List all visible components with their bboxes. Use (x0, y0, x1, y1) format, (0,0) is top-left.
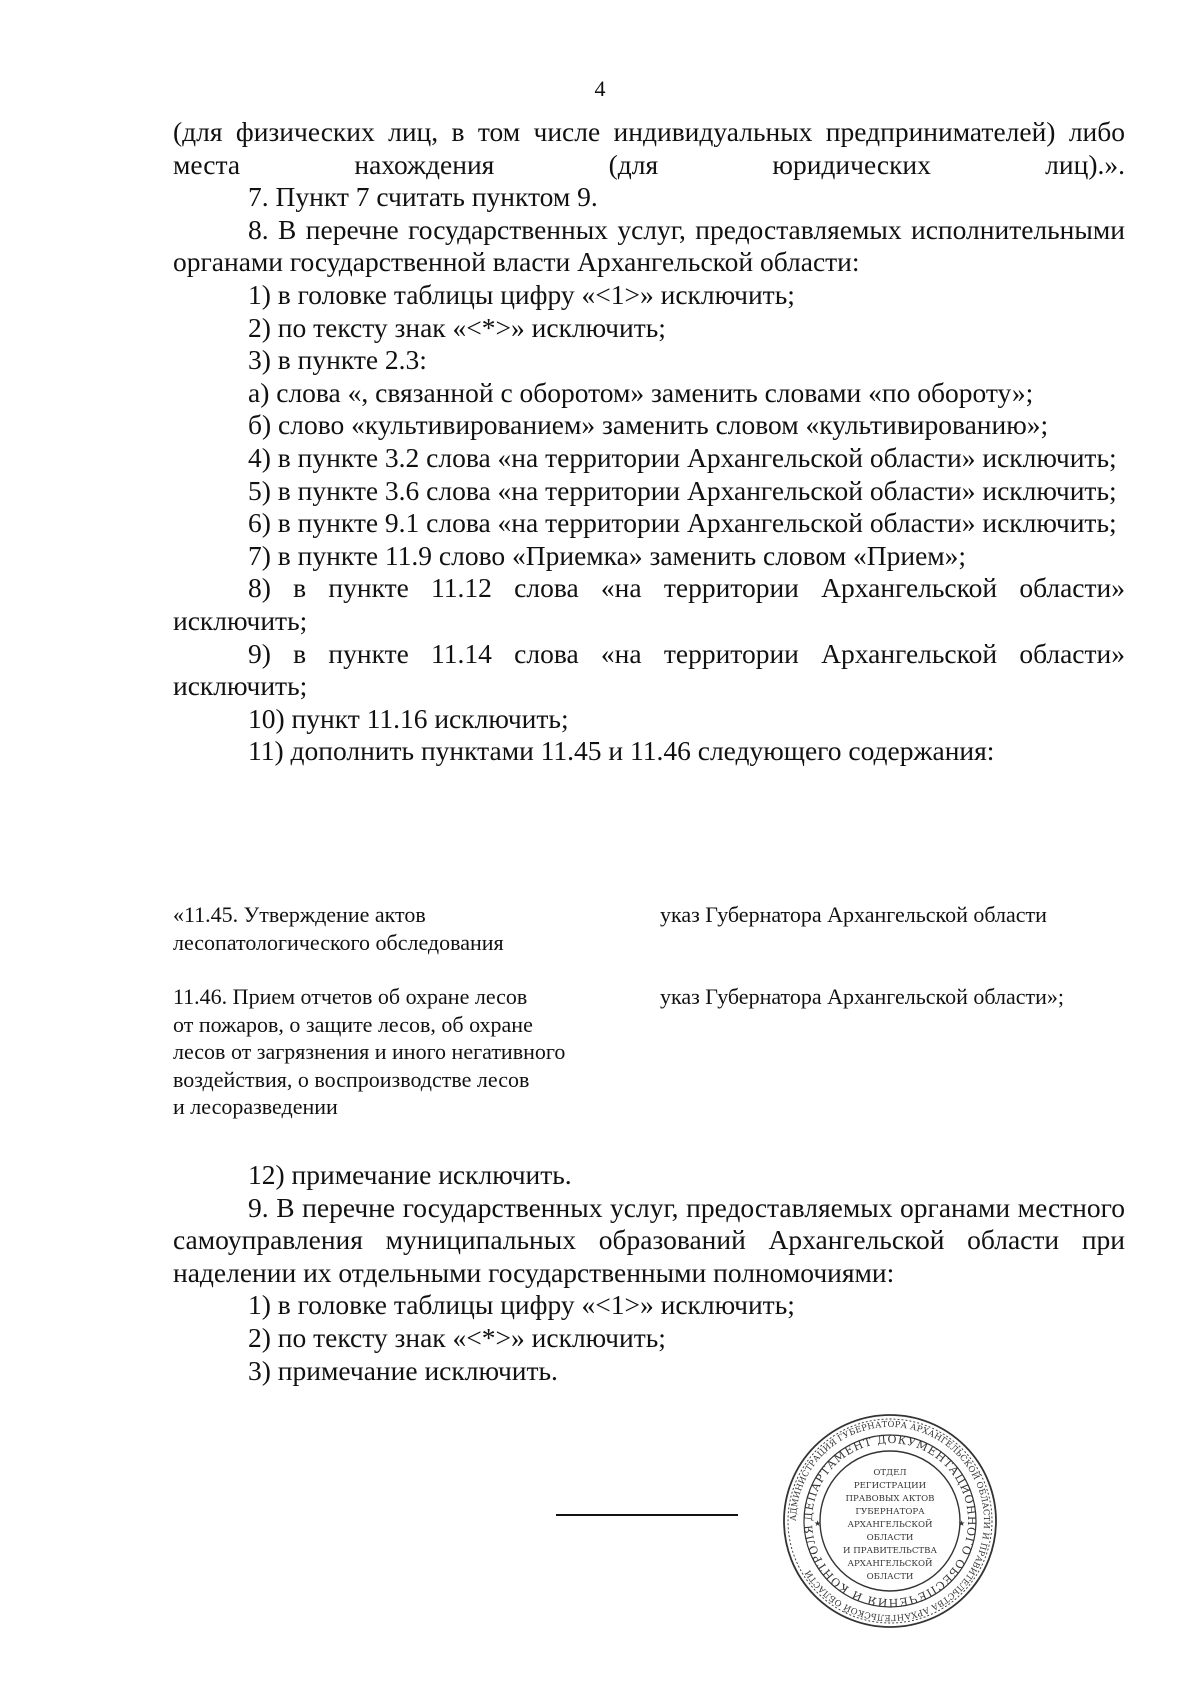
paragraph: 1) в головке таблицы цифру «<1>» исключить; (248, 278, 795, 310)
cell-line: 11.46. Прием отчетов об охране лесов (173, 984, 528, 1009)
cell-line: лесопатологического обследования (173, 929, 504, 955)
paragraph: 1) в головке таблицы цифру «<1>» исключить; (248, 1289, 795, 1321)
paragraph: 4) в пункте 3.2 слова «на территории Архангельской области» исключить; (248, 441, 1117, 473)
basis-cell: указ Губернатора Архангельской области»; (660, 984, 1065, 1009)
paragraph: 5) в пункте 3.6 слова «на территории Архангельской области» исключить; (248, 474, 1117, 506)
service-name-cell (173, 983, 633, 1121)
seal-icon (782, 1413, 998, 1629)
cell-line: «11.45. Утверждение актов (173, 902, 426, 927)
cell-line: от пожаров, о защите лесов, об охране (173, 1011, 533, 1037)
seal-star-icon: ★ (814, 1519, 822, 1528)
paragraph: 7) в пункте 11.9 слово «Приемка» заменить словом «Прием»; (248, 539, 967, 571)
seal-center-line: ГУБЕРНАТОРА (855, 1507, 925, 1517)
seal-inner-ring-text: ДЕПАРТАМЕНТ ДОКУМЕНТАЦИОННОГО ОБЕСПЕЧЕНИЯ И КОНТРОЛЯ (801, 1432, 979, 1610)
paragraph: 12) примечание исключить. (248, 1159, 572, 1190)
seal-outer-ring-text: АДМИНИСТРАЦИЯ ГУБЕРНАТОРА АРХАНГЕЛЬСКОЙ ОБЛАСТИ И ПРАВИТЕЛЬСТВА АРХАНГЕЛЬСКОЙ ОБЛАСТИ (787, 1418, 993, 1624)
seal-center-line: АРХАНГЕЛЬСКОЙ (847, 1559, 933, 1569)
end-of-text-rule (556, 1514, 738, 1516)
seal-center-line: РЕГИСТРАЦИИ (853, 1481, 927, 1491)
seal-center-line: ПРАВОВЫХ АКТОВ (845, 1494, 935, 1504)
seal-center-line: АРХАНГЕЛЬСКОЙ (847, 1520, 933, 1530)
seal-center-line: ОТДЕЛ (873, 1468, 907, 1478)
paragraph: 3) примечание исключить. (248, 1354, 558, 1386)
cell-line: лесов от загрязнения и иного негативного (173, 1039, 566, 1064)
paragraph: 3) в пункте 2.3: (248, 344, 427, 376)
seal-star-icon: ★ (958, 1519, 966, 1528)
paragraph: 9. В перечне государственных услуг, предоставляемых органами местного самоуправления муниципальных образований Архангельской области при наделении их отдельными государственными полномочиями: (173, 1191, 1125, 1288)
paragraph: 11) дополнить пунктами 11.45 и 11.46 следующего содержания: (248, 735, 995, 767)
paragraph: 6) в пункте 9.1 слова «на территории Архангельской области» исключить; (248, 507, 1117, 539)
paragraph: 2) по тексту знак «<*>» исключить; (248, 311, 666, 343)
cell-line: воздействия, о воспроизводстве лесов (173, 1066, 530, 1092)
paragraph: 8. В перечне государственных услуг, предоставляемых исполнительными органами государственной власти Архангельской области: (173, 213, 1125, 278)
paragraph: б) слово «культивированием» заменить словом «культивированию»; (248, 409, 1049, 441)
paragraph: (для физических лиц, в том числе индивидуальных предпринимателей) либо места нахождения (для юридических лиц).». (173, 116, 1125, 180)
seal-center-line: ОБЛАСТИ (866, 1533, 914, 1543)
seal-center-line: И ПРАВИТЕЛЬСТВА (843, 1546, 937, 1556)
paragraph: 10) пункт 11.16 исключить; (248, 702, 569, 734)
page-number: 4 (594, 76, 606, 101)
cell-line: и лесоразведении (173, 1094, 338, 1119)
basis-cell: указ Губернатора Архангельской области (660, 902, 1047, 927)
paragraph: а) слова «, связанной с оборотом» заменить словами «по обороту»; (248, 376, 1034, 408)
official-seal (782, 1413, 998, 1629)
paragraph: 7. Пункт 7 считать пунктом 9. (248, 181, 598, 213)
service-name-cell (173, 901, 633, 956)
paragraph: 2) по тексту знак «<*>» исключить; (248, 1321, 666, 1353)
text-block-top (173, 116, 1125, 768)
paragraph: 8) в пункте 11.12 слова «на территории Архангельской области» исключить; (173, 572, 1125, 636)
paragraph: 9) в пункте 11.14 слова «на территории Архангельской области» исключить; (173, 637, 1125, 702)
seal-center-line: ОБЛАСТИ (866, 1572, 914, 1582)
text-block-bottom (173, 1159, 1125, 1387)
